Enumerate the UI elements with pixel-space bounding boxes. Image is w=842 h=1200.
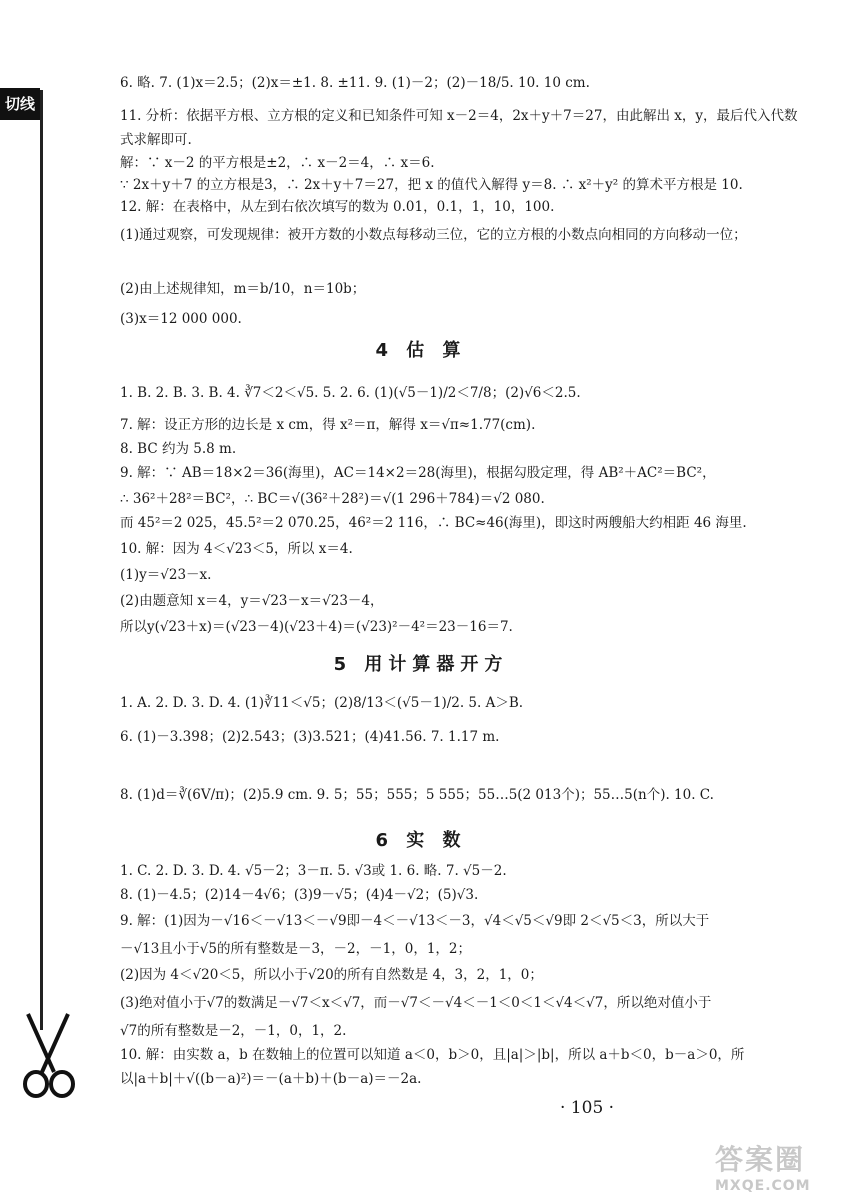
answer-line: 8. BC 约为 5.8 m. — [120, 441, 237, 457]
answer-line: 10. 解：因为 4＜√23＜5，所以 x＝4. — [120, 541, 353, 557]
answer-line: 1. A. 2. D. 3. D. 4. (1)∛11＜√5；(2)8/13＜(√5－1)/2. 5. A＞B. — [120, 695, 524, 711]
answer-line: (3)x＝12 000 000. — [120, 311, 242, 327]
answer-line: 所以y(√23＋x)＝(√23－4)(√23＋4)＝(√23)²－4²＝23－16＝7. — [120, 619, 513, 635]
answer-line: 12. 解：在表格中，从左到右依次填写的数为 0.01，0.1，1，10，100. — [120, 199, 555, 215]
answer-line: (2)由上述规律知，m＝b/10，n＝10b； — [120, 281, 366, 297]
answer-line: (2)由题意知 x＝4，y＝√23－x＝√23－4， — [120, 593, 384, 609]
section-heading: 6 实 数 — [375, 830, 467, 851]
watermark-url: MXQE.COM — [715, 1178, 811, 1194]
answer-line: 10. 解：由实数 a，b 在数轴上的位置可以知道 a＜0，b＞0，且|a|＞|b|，所以 a＋b＜0，b－a＞0，所 — [120, 1047, 745, 1063]
cut-line-rule — [40, 90, 43, 1030]
answer-line: 解：∵ x－2 的平方根是±2，∴ x－2＝4，∴ x＝6. — [120, 155, 435, 171]
scissors-icon — [14, 1010, 84, 1100]
answer-line: 7. 解：设正方形的边长是 x cm，得 x²＝π，解得 x＝√π≈1.77(cm). — [120, 417, 536, 433]
section-heading: 5 用计算器开方 — [333, 654, 509, 675]
answer-line: 11. 分析：依据平方根、立方根的定义和已知条件可知 x－2＝4，2x＋y＋7＝27，由此解出 x，y，最后代入代数式求解即可. — [120, 108, 798, 148]
answer-line: √7的所有整数是－2，－1，0，1，2. — [120, 1023, 347, 1039]
watermark-logo — [715, 1138, 835, 1196]
answer-line: 8. (1)d＝∛(6V/π)；(2)5.9 cm. 9. 5；55；555；5 555；55…5(2 013个)；55…5(n个). 10. C. — [120, 787, 714, 803]
answer-line: 1. C. 2. D. 3. D. 4. √5－2；3－π. 5. √3或 1. 6. 略. 7. √5－2. — [120, 863, 507, 879]
answer-line: (1)y＝√23－x. — [120, 567, 212, 583]
answer-line: 8. (1)－4.5；(2)14－4√6；(3)9－√5；(4)4－√2；(5)√3. — [120, 887, 479, 903]
answer-line: 以|a＋b|＋√((b－a)²)＝－(a＋b)＋(b－a)＝－2a. — [120, 1071, 422, 1087]
answer-line: 9. 解：(1)因为－√16＜－√13＜－√9即－4＜－√13＜－3，√4＜√5＜√9即 2＜√5＜3，所以大于 — [120, 913, 710, 929]
answer-line: 而 45²＝2 025，45.5²＝2 070.25，46²＝2 116，∴ BC≈46(海里)，即这时两艘船大约相距 46 海里. — [120, 515, 747, 531]
page-number: · 105 · — [560, 1098, 615, 1118]
answer-line: 6. (1)－3.398；(2)2.543；(3)3.521；(4)41.56. 7. 1.17 m. — [120, 729, 500, 745]
answer-line: ∵ 2x＋y＋7 的立方根是3，∴ 2x＋y＋7＝27，把 x 的值代入解得 y＝8. ∴ x²＋y² 的算术平方根是 10. — [120, 177, 743, 193]
answer-line: 6. 略. 7. (1)x＝2.5；(2)x＝±1. 8. ±11. 9. (1)－2；(2)－18/5. 10. 10 cm. — [120, 75, 590, 91]
answer-line: －√13且小于√5的所有整数是－3，－2，－1，0，1，2； — [120, 941, 472, 957]
section-heading: 4 估 算 — [375, 340, 467, 361]
answer-line: ∴ 36²＋28²＝BC²，∴ BC＝√(36²＋28²)＝√(1 296＋784)＝√2 080. — [120, 491, 545, 507]
answer-line: (3)绝对值小于√7的数满足－√7＜x＜√7，而－√7＜－√4＜－1＜0＜1＜√4＜√7，所以绝对值小于 — [120, 995, 712, 1011]
answer-line: (2)因为 4＜√20＜5，所以小于√20的所有自然数是 4，3，2，1，0； — [120, 967, 543, 983]
answer-line: 1. B. 2. B. 3. B. 4. ∛7＜2＜√5. 5. 2. 6. (1)(√5－1)/2＜7/8；(2)√6＜2.5. — [120, 385, 581, 401]
answer-line: 9. 解：∵ AB＝18×2＝36(海里)，AC＝14×2＝28(海里)，根据勾股定理，得 AB²＋AC²＝BC²， — [120, 465, 716, 481]
watermark-title: 答案圈 — [715, 1143, 806, 1176]
answer-line: (1)通过观察，可发现规律：被开方数的小数点每移动三位，它的立方根的小数点向相同的方向移动一位； — [120, 227, 747, 243]
cut-line-label: 切线 — [0, 88, 40, 120]
